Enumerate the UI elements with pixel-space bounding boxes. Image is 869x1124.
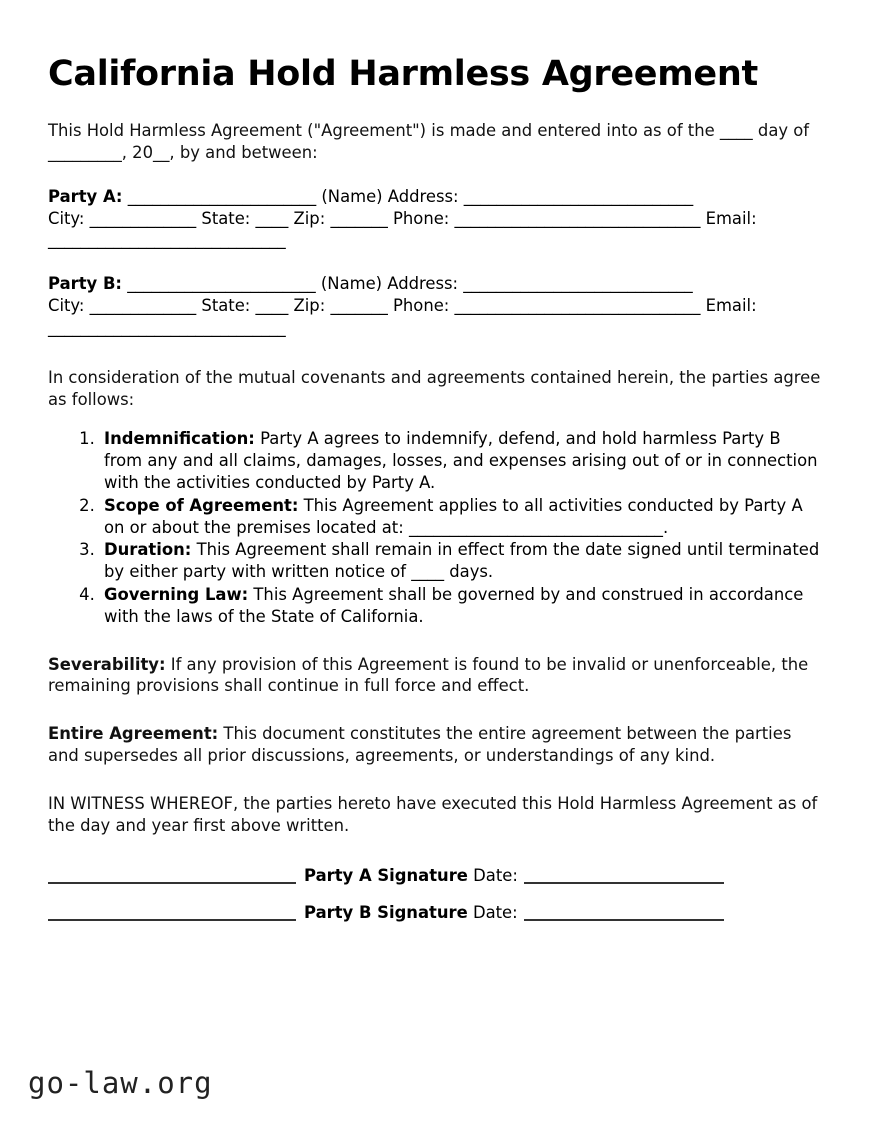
intro-paragraph: This Hold Harmless Agreement ("Agreement") is made and entered into as of the ____ day of _________, 20__, by and between: bbox=[48, 121, 810, 162]
term-heading: Duration: bbox=[104, 540, 192, 560]
signature-area bbox=[48, 865, 821, 925]
party-a-date-line[interactable] bbox=[524, 882, 724, 884]
witness-paragraph: IN WITNESS WHEREOF, the parties hereto have executed this Hold Harmless Agreement as of the day and year first above written. bbox=[48, 793, 818, 835]
page-title: California Hold Harmless Agreement bbox=[48, 54, 758, 94]
party-a-signature-line[interactable] bbox=[48, 882, 296, 884]
severability-paragraph bbox=[48, 654, 821, 698]
watermark-footer: go-law.org bbox=[28, 1066, 213, 1100]
term-text: This Agreement shall remain in effect from the date signed until terminated by either party with written notice of ____ days. bbox=[104, 540, 820, 582]
entire-agreement-heading: Entire Agreement: bbox=[48, 724, 219, 744]
party-b-label: Party B: bbox=[48, 274, 122, 294]
party-b-name-address: _______________________ (Name) Address: ____________________________ bbox=[122, 274, 693, 294]
entire-agreement-text: This document constitutes the entire agreement between the parties and supersedes all prior discussions, agreements, or understandings of any kind. bbox=[48, 724, 792, 766]
term-item-governing-law bbox=[100, 584, 821, 628]
signature-row-party-a bbox=[48, 865, 821, 887]
party-b-line2: City: _____________ State: ____ Zip: _______ Phone: ______________________________ Email: _____________________________ bbox=[48, 296, 757, 337]
signature-row-party-b bbox=[48, 902, 821, 924]
party-b-signature-line[interactable] bbox=[48, 919, 296, 921]
party-a-name-address: _______________________ (Name) Address: ____________________________ bbox=[122, 186, 694, 206]
severability-text: If any provision of this Agreement is found to be invalid or unenforceable, the remaining provisions shall continue in full force and effect. bbox=[48, 654, 809, 696]
party-a-block bbox=[48, 186, 821, 251]
entire-agreement-paragraph bbox=[48, 723, 821, 767]
party-b-block bbox=[48, 273, 821, 338]
term-heading: Indemnification: bbox=[104, 429, 255, 449]
party-a-date-label: Date: bbox=[473, 865, 518, 885]
term-item-indemnification bbox=[100, 428, 821, 493]
term-item-duration bbox=[100, 539, 821, 583]
party-a-label: Party A: bbox=[48, 186, 123, 206]
severability-heading: Severability: bbox=[48, 654, 166, 674]
party-a-line2: City: _____________ State: ____ Zip: _______ Phone: ______________________________ Email: _____________________________ bbox=[48, 208, 757, 250]
term-heading: Governing Law: bbox=[104, 585, 249, 604]
consideration-paragraph: In consideration of the mutual covenants and agreements contained herein, the parties agree as follows: bbox=[48, 367, 821, 409]
party-b-line1 bbox=[48, 273, 821, 295]
party-b-date-line[interactable] bbox=[524, 919, 724, 921]
party-a-line1 bbox=[48, 186, 821, 208]
party-a-signature-label: Party A Signature bbox=[304, 865, 468, 885]
term-text: Party A agrees to indemnify, defend, and hold harmless Party B from any and all claims, damages, losses, and expenses arising out of or in connection with the activities conducted by Party A. bbox=[104, 429, 818, 492]
party-b-date-label: Date: bbox=[472, 903, 518, 923]
term-item-scope bbox=[100, 495, 821, 539]
term-text: This Agreement shall be governed by and construed in accordance with the laws of the State of California. bbox=[104, 585, 804, 626]
term-heading: Scope of Agreement: bbox=[104, 495, 299, 515]
party-b-signature-label: Party B Signature bbox=[304, 903, 468, 923]
terms-list bbox=[48, 428, 821, 627]
term-text: This Agreement applies to all activities conducted by Party A on or about the premises located at: _______________________________. bbox=[104, 495, 803, 537]
